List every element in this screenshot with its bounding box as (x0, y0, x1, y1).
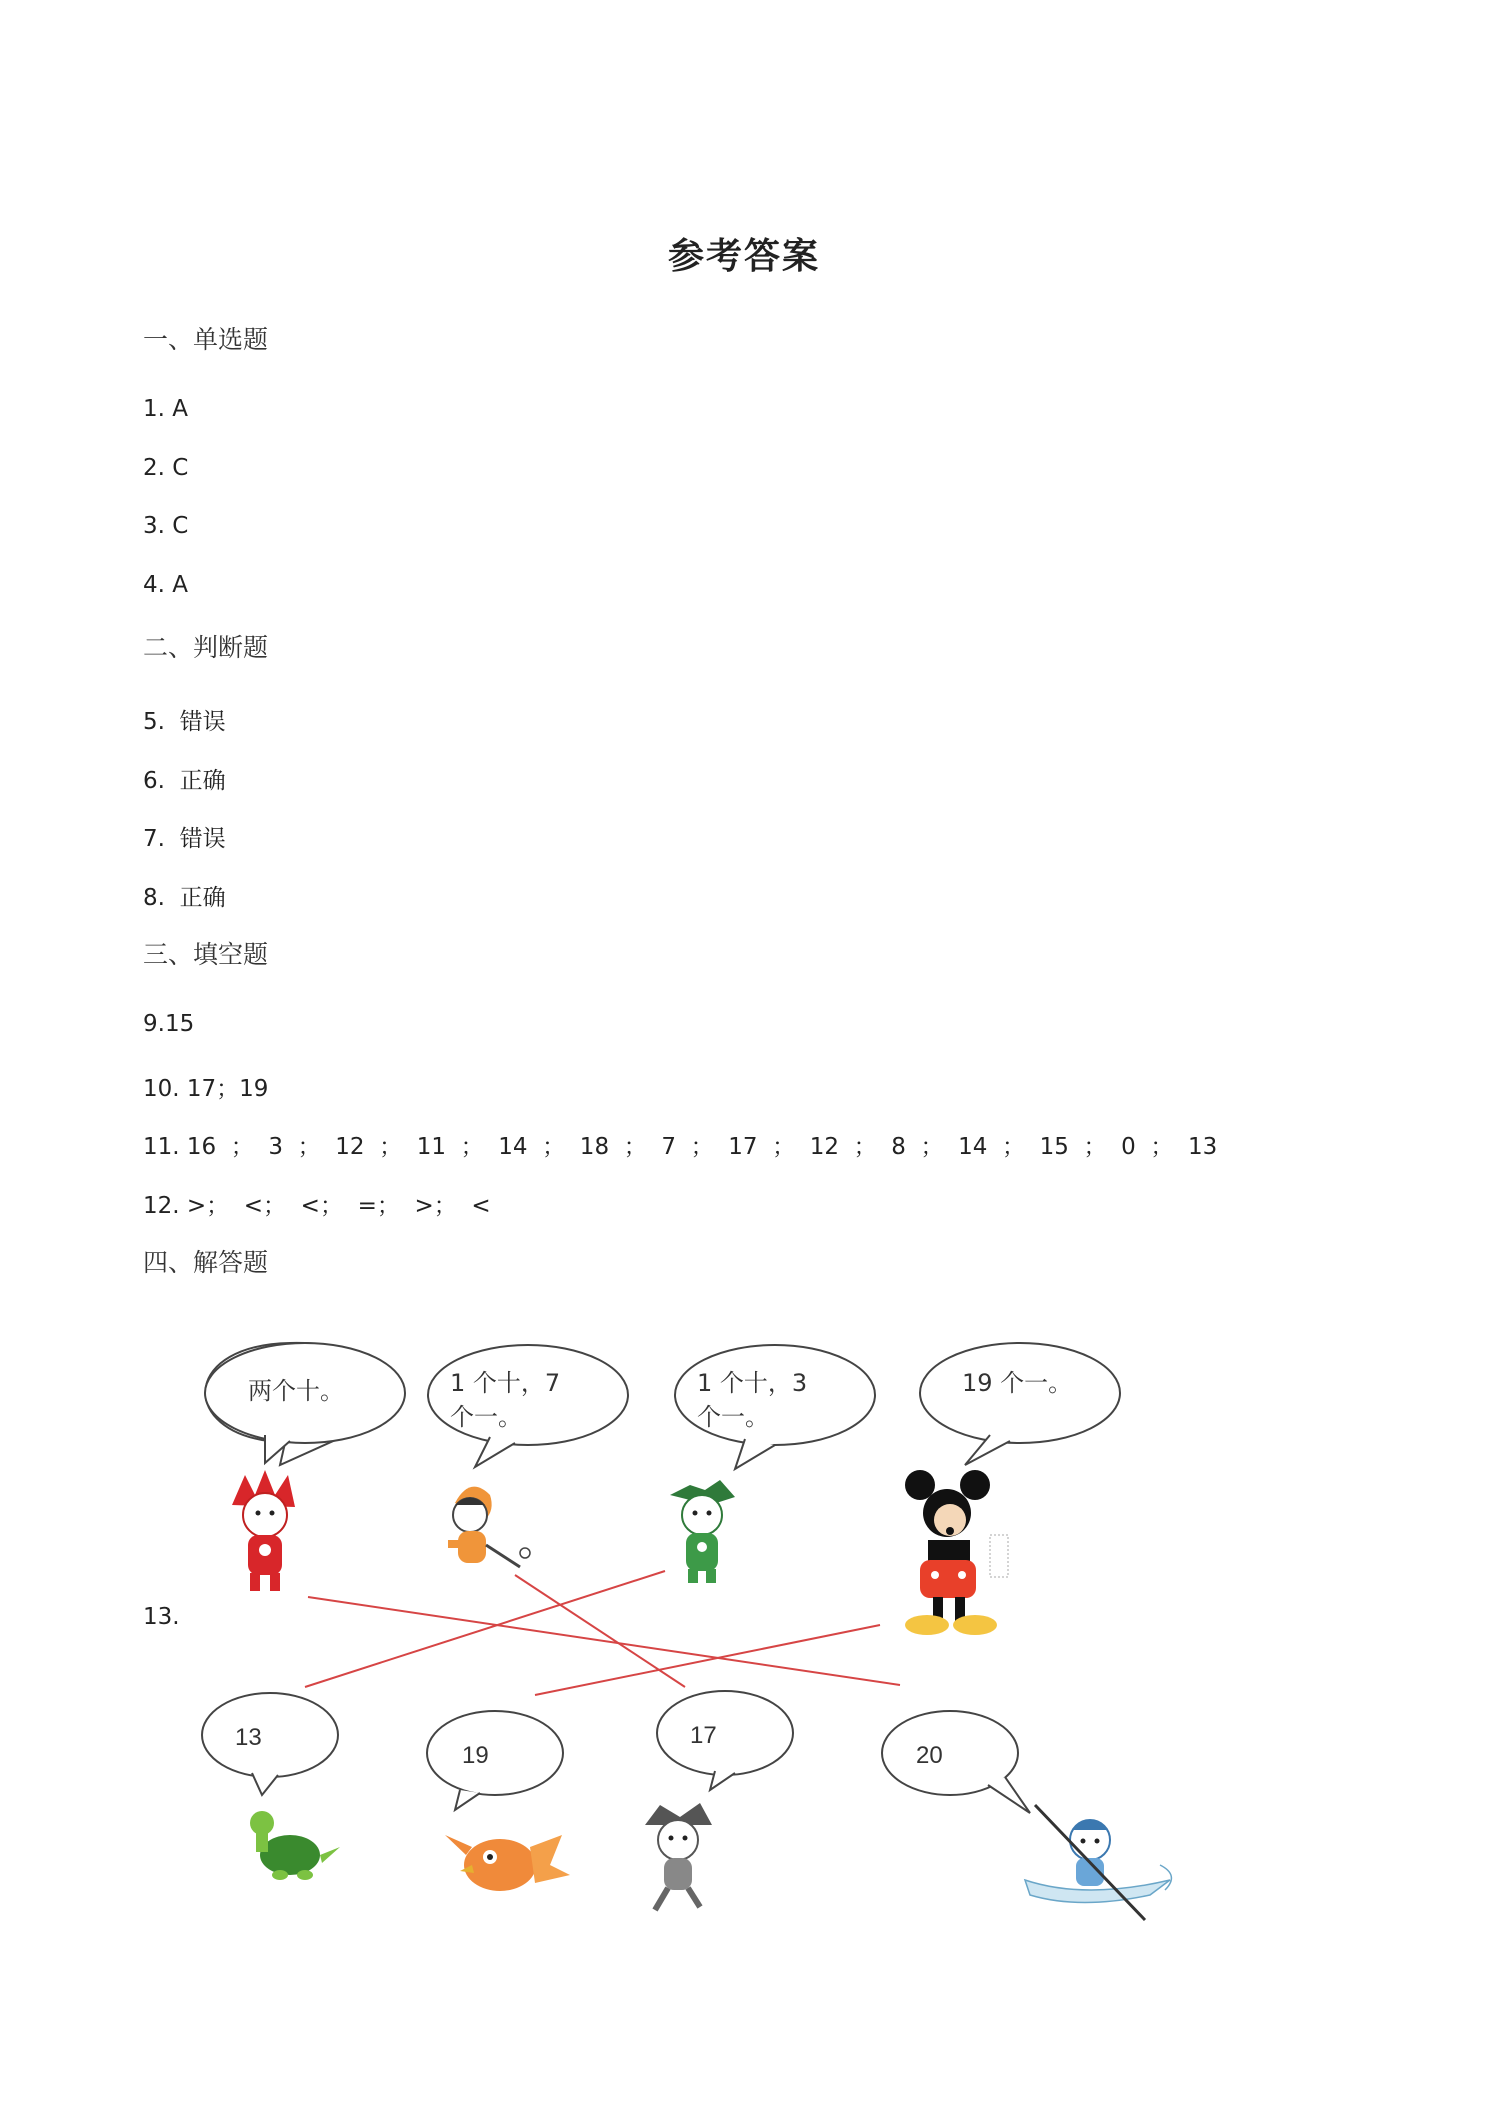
answer-7: 7. 错误 (143, 826, 226, 852)
mickey-mouse-icon (905, 1470, 1008, 1635)
matching-figure (190, 1335, 1200, 1925)
answer-2: 2. C (143, 455, 189, 481)
answer-5: 5. 错误 (143, 709, 226, 735)
speech-bubble-bottom-3 (657, 1691, 793, 1790)
bubble-text-ones-3: 个一。 (697, 1403, 769, 1431)
huanhuan-mascot-icon (232, 1470, 295, 1591)
beibei-mascot-icon (448, 1487, 530, 1567)
match-line-13-to-13 (305, 1571, 665, 1687)
bubble-number-19: 19 (462, 1742, 489, 1769)
page-title: 参考答案 (667, 236, 820, 277)
speech-bubble-bottom-1 (202, 1693, 338, 1795)
speech-bubble-bottom-2 (427, 1711, 563, 1810)
answer-12: 12. >； <； <； =； >； < (143, 1193, 491, 1219)
answer-11: 11. 16 ； 3 ； 12 ； 11 ； 14 ； 18 ； 7 ； 17 ； 12 ； 8 ； 14 ； 15 ； 0 ； 13 (143, 1134, 1218, 1160)
answer-8: 8. 正确 (143, 885, 226, 911)
yingying-mascot-icon (1025, 1805, 1171, 1920)
bubble-text-two-tens: 两个十。 (248, 1377, 344, 1405)
jingjing-mascot-icon (645, 1803, 712, 1910)
bubble-number-17: 17 (690, 1722, 717, 1749)
bubble-number-20: 20 (916, 1742, 943, 1769)
answer-1: 1. A (143, 396, 188, 422)
section-heading-1: 一、单选题 (143, 325, 269, 354)
match-line-19-to-19 (535, 1625, 880, 1695)
bubble-text-1-ten-3: 1 个十，3 (697, 1369, 808, 1397)
speech-bubble-bottom-4 (882, 1711, 1030, 1813)
match-line-two-tens-to-20 (308, 1597, 900, 1685)
answer-13-label: 13. (143, 1604, 180, 1630)
section-heading-4: 四、解答题 (143, 1248, 269, 1277)
answer-4: 4. A (143, 572, 188, 598)
section-heading-2: 二、判断题 (143, 633, 269, 662)
answer-6: 6. 正确 (143, 768, 226, 794)
speech-bubble-top-3 (675, 1345, 875, 1469)
nini-mascot-icon (670, 1480, 735, 1583)
turtle-icon (250, 1811, 340, 1880)
section-heading-3: 三、填空题 (143, 940, 269, 969)
bird-icon (445, 1835, 570, 1891)
speech-bubble-top-1 (205, 1343, 405, 1465)
bubble-text-1-ten-7: 1 个十，7 (450, 1369, 561, 1397)
answer-9: 9.15 (143, 1011, 195, 1037)
speech-bubble-top-4 (920, 1343, 1120, 1465)
answer-3: 3. C (143, 513, 189, 539)
bubble-text-ones-7: 个一。 (450, 1403, 522, 1431)
answer-10: 10. 17；19 (143, 1076, 269, 1102)
bubble-number-13: 13 (235, 1724, 262, 1751)
speech-bubble-top-2 (428, 1345, 628, 1467)
bubble-text-19-ones: 19 个一。 (962, 1369, 1073, 1397)
matching-lines (305, 1571, 900, 1695)
